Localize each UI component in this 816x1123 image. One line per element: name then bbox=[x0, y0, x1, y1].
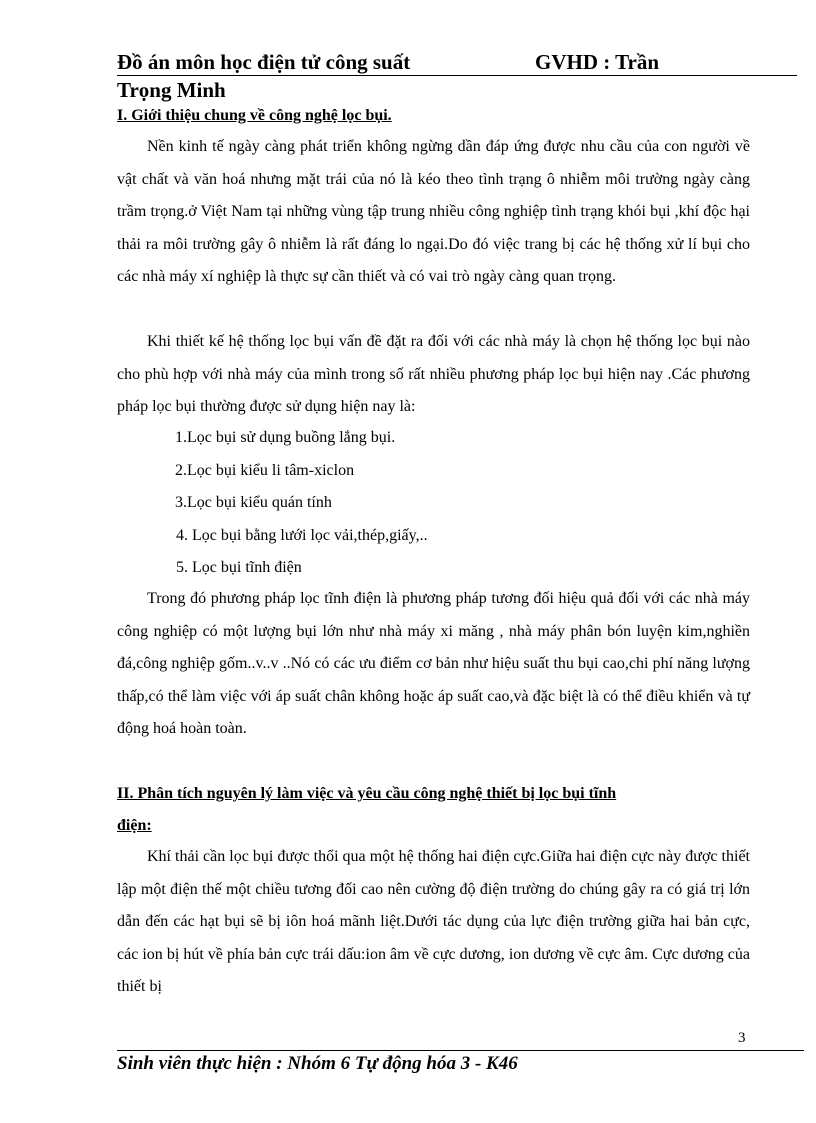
page-header bbox=[117, 48, 797, 104]
section-2-paragraph-1: Khí thải cần lọc bụi được thổi qua một hệ thống hai điện cực.Giữa hai điện cực này được thiết lập một điện thế một chiều tương đối cao nên cường độ điện trường do chúng gây ra có giá trị lớn dẫn đến các hạt bụi sẽ bị iôn hoá mãnh liệt.Dưới tác dụng của lực điện trường giữa hai bản cực, các ion bị hút về phía bản cực trái dấu:ion âm về cực dương, ion dương về cực âm. Cực dương của thiết bị bbox=[117, 848, 750, 995]
list-item: 2.Lọc bụi kiểu li tâm-xiclon bbox=[175, 461, 355, 479]
page-number: 3 bbox=[738, 1030, 746, 1046]
list-item: 4. Lọc bụi bằng lưới lọc vải,thép,giấy,.. bbox=[176, 526, 428, 544]
advisor-label: GVHD : Trần bbox=[535, 50, 660, 74]
list-item: 5. Lọc bụi tĩnh điện bbox=[176, 559, 302, 576]
section-1-paragraph-2: Khi thiết kế hệ thống lọc bụi vấn đề đặt ra đối với các nhà máy là chọn hệ thống lọc bụi nào cho phù hợp với nhà máy của mình trong số rất nhiều phương pháp lọc bụi hiện nay .Các phương pháp lọc bụi thường được sử dụng hiện nay là: bbox=[117, 333, 750, 415]
section-1-paragraph-3: Trong đó phương pháp lọc tĩnh điện là phương pháp tương đối hiệu quả đối với các nhà máy công nghiệp có một lượng bụi lớn như nhà máy xi măng , nhà máy phân bón luyện kim,nghiền đá,công nghiệp gốm..v..v ..Nó có các ưu điểm cơ bản như hiệu suất thu bụi cao,chi phí năng lượng thấp,có thể làm việc với áp suất chân không hoặc áp suất cao,và đặc biệt là có thể điều khiển và tự động hoá hoàn toàn. bbox=[117, 590, 750, 737]
header-rule bbox=[117, 75, 797, 76]
course-title: Đồ án môn học điện tử công suất bbox=[117, 50, 411, 74]
advisor-name: Trọng Minh bbox=[117, 78, 226, 102]
section-1-title: I. Giới thiệu chung về công nghệ lọc bụi. bbox=[117, 107, 392, 124]
section-2-title-line-1: II. Phân tích nguyên lý làm việc và yêu cầu công nghệ thiết bị lọc bụi tĩnh bbox=[117, 785, 617, 802]
footer-rule bbox=[117, 1050, 804, 1051]
filter-methods-list bbox=[175, 422, 428, 585]
section-2-title-line-2: điện: bbox=[117, 817, 152, 834]
page-footer: Sinh viên thực hiện : Nhóm 6 Tự động hóa 3 - K46 bbox=[117, 1053, 518, 1074]
list-item: 1.Lọc bụi sử dụng buồng lắng bụi. bbox=[175, 429, 396, 446]
section-2-title bbox=[117, 778, 616, 842]
list-item: 3.Lọc bụi kiểu quán tính bbox=[175, 494, 332, 511]
section-1-paragraph-1: Nền kinh tế ngày càng phát triển không ngừng dần đáp ứng được nhu cầu của con người về vật chất và văn hoá nhưng mặt trái của nó là kéo theo tình trạng ô nhiễm môi trường ngày càng trầm trọng.ở Việt Nam tại những vùng tập trung nhiều công nghiệp tình trạng khói bụi ,khí độc hại thải ra môi trường gây ô nhiễm là rất đáng lo ngại.Do đó việc trang bị các hệ thống xử lí bụi cho các nhà máy xí nghiệp là thực sự cần thiết và có vai trò ngày càng quan trọng. bbox=[117, 138, 750, 285]
